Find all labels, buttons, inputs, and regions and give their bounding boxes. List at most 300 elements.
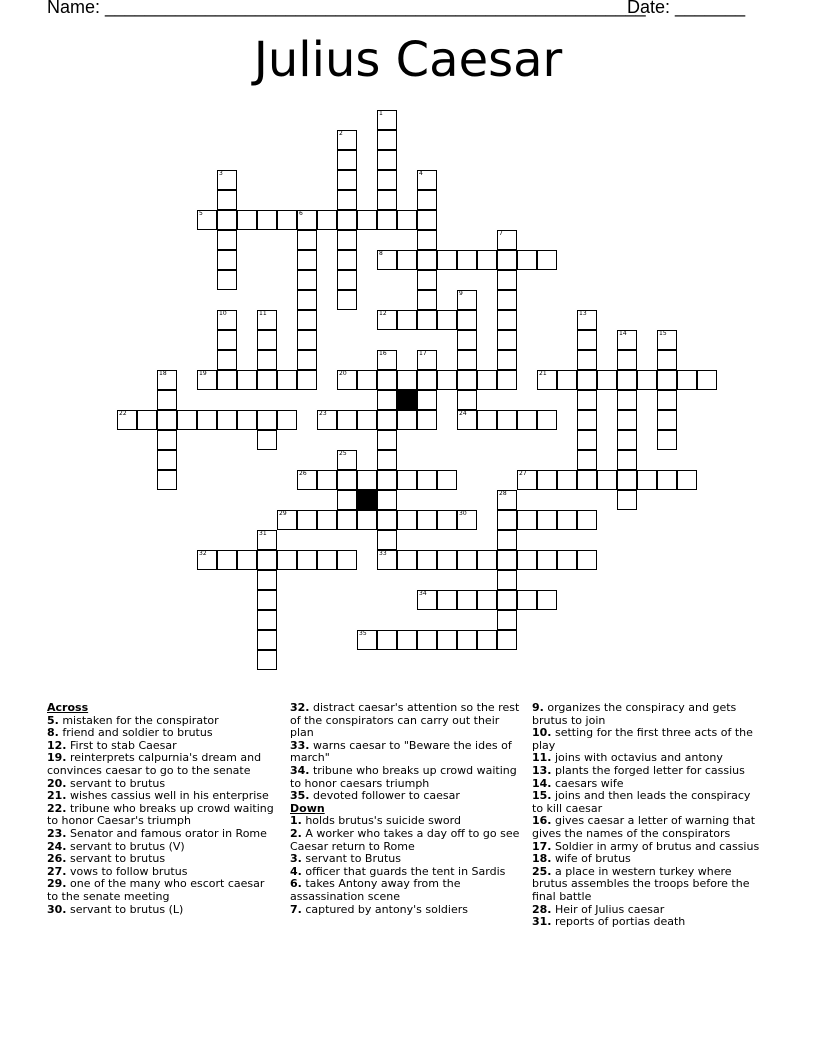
clue-number: 4.	[290, 864, 302, 878]
grid-cell[interactable]	[257, 550, 277, 570]
grid-cell[interactable]	[377, 410, 397, 430]
grid-cell[interactable]	[257, 410, 277, 430]
grid-cell[interactable]	[677, 470, 697, 490]
grid-cell[interactable]	[257, 590, 277, 610]
grid-cell[interactable]	[377, 390, 397, 410]
grid-cell[interactable]	[337, 470, 357, 490]
grid-cell[interactable]	[397, 210, 417, 230]
grid-cell[interactable]	[497, 370, 517, 390]
grid-cell[interactable]	[457, 550, 477, 570]
grid-cell[interactable]	[477, 370, 497, 390]
grid-cell[interactable]	[237, 370, 257, 390]
grid-cell[interactable]	[397, 250, 417, 270]
grid-cell[interactable]	[277, 410, 297, 430]
grid-cell[interactable]	[317, 550, 337, 570]
grid-cell[interactable]	[617, 350, 637, 370]
grid-cell[interactable]	[337, 130, 357, 150]
clue-text: First to stab Caesar	[66, 738, 177, 752]
clue-text: Senator and famous orator in Rome	[66, 826, 267, 840]
grid-cell[interactable]	[277, 210, 297, 230]
grid-cell[interactable]	[437, 310, 457, 330]
grid-cell[interactable]	[417, 310, 437, 330]
grid-cell[interactable]	[337, 510, 357, 530]
grid-cell[interactable]	[417, 550, 437, 570]
grid-cell[interactable]	[577, 330, 597, 350]
grid-cell[interactable]	[497, 590, 517, 610]
clue-text: servant to brutus (L)	[66, 902, 184, 916]
grid-cell[interactable]	[517, 250, 537, 270]
grid-cell[interactable]	[517, 510, 537, 530]
grid-cell[interactable]	[257, 430, 277, 450]
grid-cell[interactable]	[257, 650, 277, 670]
grid-cell[interactable]	[397, 630, 417, 650]
grid-cell[interactable]	[537, 590, 557, 610]
grid-cell[interactable]	[497, 290, 517, 310]
clue-text: distract caesar's attention so the rest of the conspirators can carry out their plan	[290, 701, 520, 740]
grid-cell[interactable]	[577, 430, 597, 450]
grid-cell[interactable]	[457, 590, 477, 610]
grid-cell[interactable]	[157, 390, 177, 410]
grid-cell[interactable]	[437, 590, 457, 610]
grid-cell[interactable]	[457, 370, 477, 390]
grid-cell[interactable]	[417, 390, 437, 410]
grid-cell[interactable]	[537, 250, 557, 270]
clue-text: reinterprets calpurnia's dream and convinces caesar to go to the senate	[47, 751, 262, 777]
clue-number: 9	[459, 290, 463, 297]
grid-cell[interactable]	[377, 450, 397, 470]
grid-cell[interactable]	[217, 190, 237, 210]
clue-number: 1	[379, 110, 383, 117]
clue-number: 9.	[532, 701, 544, 714]
grid-cell[interactable]	[457, 510, 477, 530]
grid-cell[interactable]	[497, 250, 517, 270]
clue-number: 21	[539, 370, 547, 377]
clue-number: 3.	[290, 852, 302, 866]
grid-cell[interactable]	[417, 270, 437, 290]
clue-number: 2.	[290, 826, 302, 840]
grid-cell[interactable]	[157, 470, 177, 490]
grid-cell[interactable]	[637, 370, 657, 390]
grid-cell[interactable]	[217, 210, 237, 230]
clue-text: mistaken for the conspirator	[58, 713, 219, 727]
grid-cell[interactable]	[477, 630, 497, 650]
clue-number: 2	[339, 130, 343, 137]
clue-item	[47, 878, 277, 903]
grid-cell[interactable]	[657, 390, 677, 410]
grid-cell[interactable]	[617, 370, 637, 390]
clue-number: 16.	[532, 814, 552, 828]
grid-cell[interactable]	[457, 330, 477, 350]
grid-cell[interactable]	[377, 430, 397, 450]
grid-cell[interactable]	[217, 410, 237, 430]
puzzle-title: Julius Caesar	[253, 32, 563, 88]
black-square	[397, 390, 417, 410]
clue-number: 10.	[532, 726, 552, 740]
clue-text: plants the forged letter for cassius	[551, 763, 745, 777]
clue-text: warns caesar to "Beware the ides of march"	[290, 738, 512, 765]
grid-cell[interactable]	[377, 470, 397, 490]
clue-number: 34	[419, 590, 427, 597]
clue-item	[532, 727, 764, 752]
grid-cell[interactable]	[697, 370, 717, 390]
grid-cell[interactable]	[677, 370, 697, 390]
grid-cell[interactable]	[417, 630, 437, 650]
grid-cell[interactable]	[297, 210, 317, 230]
grid-cell[interactable]	[497, 270, 517, 290]
black-square	[357, 490, 377, 510]
grid-cell[interactable]	[337, 450, 357, 470]
grid-cell[interactable]	[557, 550, 577, 570]
grid-cell[interactable]	[657, 330, 677, 350]
grid-cell[interactable]	[177, 410, 197, 430]
clue-number: 14.	[532, 776, 552, 790]
grid-cell[interactable]	[257, 210, 277, 230]
grid-cell[interactable]	[577, 390, 597, 410]
grid-cell[interactable]	[357, 630, 377, 650]
grid-cell[interactable]	[297, 370, 317, 390]
clue-number: 18	[159, 370, 167, 377]
grid-cell[interactable]	[377, 490, 397, 510]
grid-cell[interactable]	[617, 450, 637, 470]
grid-cell[interactable]	[657, 370, 677, 390]
grid-cell[interactable]	[377, 370, 397, 390]
grid-cell[interactable]	[657, 350, 677, 370]
grid-cell[interactable]	[477, 410, 497, 430]
grid-cell[interactable]	[257, 630, 277, 650]
clue-text: tribune who breaks up crowd waiting to honor Caesar's triumph	[47, 801, 274, 828]
grid-cell[interactable]	[217, 270, 237, 290]
grid-cell[interactable]	[377, 190, 397, 210]
clue-item	[290, 878, 522, 903]
clue-number: 27	[519, 470, 527, 477]
grid-cell[interactable]	[337, 150, 357, 170]
clue-number: 15	[659, 330, 667, 337]
grid-cell[interactable]	[617, 330, 637, 350]
grid-cell[interactable]	[337, 210, 357, 230]
grid-cell[interactable]	[217, 330, 237, 350]
grid-cell[interactable]	[197, 410, 217, 430]
grid-cell[interactable]	[277, 370, 297, 390]
grid-cell[interactable]	[417, 250, 437, 270]
grid-cell[interactable]	[517, 470, 537, 490]
grid-cell[interactable]	[417, 470, 437, 490]
grid-cell[interactable]	[337, 190, 357, 210]
grid-cell[interactable]	[497, 610, 517, 630]
clues-column-1	[47, 702, 277, 916]
grid-cell[interactable]	[617, 490, 637, 510]
grid-cell[interactable]	[357, 210, 377, 230]
grid-cell[interactable]	[297, 550, 317, 570]
grid-cell[interactable]	[577, 470, 597, 490]
clue-number: 29.	[47, 877, 67, 891]
grid-cell[interactable]	[217, 230, 237, 250]
grid-cell[interactable]	[417, 350, 437, 370]
grid-cell[interactable]	[357, 470, 377, 490]
grid-cell[interactable]	[377, 630, 397, 650]
grid-cell[interactable]	[517, 410, 537, 430]
grid-cell[interactable]	[237, 410, 257, 430]
clue-number: 6.	[290, 877, 302, 891]
grid-cell[interactable]	[377, 550, 397, 570]
grid-cell[interactable]	[577, 310, 597, 330]
grid-cell[interactable]	[497, 550, 517, 570]
clue-text: captured by antony's soldiers	[301, 902, 468, 916]
clue-number: 28	[499, 490, 507, 497]
clue-number: 26	[299, 470, 307, 477]
clue-item	[290, 790, 522, 803]
grid-cell[interactable]	[337, 170, 357, 190]
grid-cell[interactable]	[537, 550, 557, 570]
grid-cell[interactable]	[317, 510, 337, 530]
clue-number: 32.	[290, 701, 310, 714]
grid-cell[interactable]	[497, 330, 517, 350]
clue-number: 25.	[532, 864, 552, 878]
clue-number: 35	[359, 630, 367, 637]
grid-cell[interactable]	[217, 350, 237, 370]
grid-cell[interactable]	[617, 410, 637, 430]
grid-cell[interactable]	[597, 470, 617, 490]
name-field-label: Name: ______________________________________________________	[47, 0, 646, 17]
clue-number: 19	[199, 370, 207, 377]
grid-cell[interactable]	[437, 470, 457, 490]
grid-cell[interactable]	[577, 550, 597, 570]
grid-cell[interactable]	[197, 370, 217, 390]
grid-cell[interactable]	[217, 250, 237, 270]
grid-cell[interactable]	[437, 370, 457, 390]
grid-cell[interactable]	[497, 490, 517, 510]
grid-cell[interactable]	[657, 410, 677, 430]
grid-cell[interactable]	[457, 290, 477, 310]
grid-cell[interactable]	[537, 510, 557, 530]
grid-cell[interactable]	[317, 210, 337, 230]
grid-cell[interactable]	[257, 370, 277, 390]
grid-cell[interactable]	[537, 470, 557, 490]
grid-cell[interactable]	[297, 350, 317, 370]
clue-text: devoted follower to caesar	[309, 789, 460, 803]
grid-cell[interactable]	[417, 590, 437, 610]
grid-cell[interactable]	[217, 370, 237, 390]
grid-cell[interactable]	[217, 550, 237, 570]
grid-cell[interactable]	[437, 250, 457, 270]
grid-cell[interactable]	[477, 590, 497, 610]
grid-cell[interactable]	[257, 610, 277, 630]
grid-cell[interactable]	[417, 510, 437, 530]
grid-cell[interactable]	[397, 410, 417, 430]
grid-cell[interactable]	[457, 250, 477, 270]
grid-cell[interactable]	[577, 350, 597, 370]
grid-cell[interactable]	[337, 250, 357, 270]
grid-cell[interactable]	[297, 250, 317, 270]
grid-cell[interactable]	[657, 430, 677, 450]
grid-cell[interactable]	[397, 310, 417, 330]
grid-cell[interactable]	[297, 510, 317, 530]
grid-cell[interactable]	[257, 330, 277, 350]
grid-cell[interactable]	[297, 230, 317, 250]
grid-cell[interactable]	[497, 310, 517, 330]
grid-cell[interactable]	[137, 410, 157, 430]
clue-number: 19.	[47, 751, 67, 765]
clue-number: 22	[119, 410, 127, 417]
clues-column-3	[532, 702, 764, 929]
grid-cell[interactable]	[377, 350, 397, 370]
grid-cell[interactable]	[497, 350, 517, 370]
grid-cell[interactable]	[477, 550, 497, 570]
grid-cell[interactable]	[437, 550, 457, 570]
grid-cell[interactable]	[417, 170, 437, 190]
grid-cell[interactable]	[237, 210, 257, 230]
clue-text: A worker who takes a day off to go see Caesar return to Rome	[290, 826, 520, 853]
grid-cell[interactable]	[557, 510, 577, 530]
clue-number: 32	[199, 550, 207, 557]
grid-cell[interactable]	[457, 350, 477, 370]
grid-cell[interactable]	[537, 370, 557, 390]
grid-cell[interactable]	[657, 470, 677, 490]
grid-cell[interactable]	[157, 430, 177, 450]
grid-cell[interactable]	[417, 290, 437, 310]
grid-cell[interactable]	[417, 210, 437, 230]
grid-cell[interactable]	[617, 470, 637, 490]
clue-number: 28.	[532, 902, 552, 916]
clue-number: 21.	[47, 789, 67, 803]
grid-cell[interactable]	[457, 630, 477, 650]
clue-item	[47, 904, 277, 917]
grid-cell[interactable]	[637, 470, 657, 490]
grid-cell[interactable]	[257, 310, 277, 330]
clue-number: 18.	[532, 852, 552, 866]
clue-number: 15.	[532, 789, 552, 803]
grid-cell[interactable]	[157, 450, 177, 470]
grid-cell[interactable]	[377, 210, 397, 230]
clue-item	[532, 702, 764, 727]
grid-cell[interactable]	[337, 230, 357, 250]
grid-cell[interactable]	[337, 550, 357, 570]
grid-cell[interactable]	[557, 370, 577, 390]
grid-cell[interactable]	[377, 250, 397, 270]
clue-text: vows to follow brutus	[66, 864, 188, 878]
clue-item	[532, 790, 764, 815]
grid-cell[interactable]	[277, 510, 297, 530]
grid-cell[interactable]	[397, 510, 417, 530]
grid-cell[interactable]	[497, 570, 517, 590]
grid-cell[interactable]	[497, 510, 517, 530]
grid-cell[interactable]	[377, 510, 397, 530]
grid-cell[interactable]	[557, 470, 577, 490]
grid-cell[interactable]	[297, 270, 317, 290]
grid-cell[interactable]	[297, 290, 317, 310]
clue-text: tribune who breaks up crowd waiting to honor caesars triumph	[290, 763, 517, 790]
clue-number: 5	[199, 210, 203, 217]
grid-cell[interactable]	[377, 170, 397, 190]
grid-cell[interactable]	[157, 410, 177, 430]
grid-cell[interactable]	[297, 330, 317, 350]
grid-cell[interactable]	[477, 250, 497, 270]
clue-number: 31.	[532, 915, 552, 929]
clue-item	[47, 803, 277, 828]
grid-cell[interactable]	[357, 410, 377, 430]
clue-text: wishes cassius well in his enterprise	[66, 789, 269, 803]
grid-cell[interactable]	[357, 370, 377, 390]
grid-cell[interactable]	[497, 630, 517, 650]
grid-cell[interactable]	[377, 310, 397, 330]
grid-cell[interactable]	[457, 410, 477, 430]
clue-number: 30	[459, 510, 467, 517]
grid-cell[interactable]	[377, 150, 397, 170]
clue-number: 33.	[290, 738, 310, 752]
grid-cell[interactable]	[517, 550, 537, 570]
grid-cell[interactable]	[417, 410, 437, 430]
clue-text: joins with octavius and antony	[551, 751, 723, 765]
grid-cell[interactable]	[217, 310, 237, 330]
grid-cell[interactable]	[497, 410, 517, 430]
grid-cell[interactable]	[257, 530, 277, 550]
grid-cell[interactable]	[577, 370, 597, 390]
grid-cell[interactable]	[417, 370, 437, 390]
grid-cell[interactable]	[437, 510, 457, 530]
grid-cell[interactable]	[497, 530, 517, 550]
grid-cell[interactable]	[457, 390, 477, 410]
grid-cell[interactable]	[317, 410, 337, 430]
clue-text: setting for the first three acts of the play	[532, 726, 753, 752]
grid-cell[interactable]	[337, 270, 357, 290]
grid-cell[interactable]	[577, 510, 597, 530]
grid-cell[interactable]	[377, 110, 397, 130]
grid-cell[interactable]	[377, 130, 397, 150]
clue-number: 16	[379, 350, 387, 357]
grid-cell[interactable]	[117, 410, 137, 430]
grid-cell[interactable]	[517, 590, 537, 610]
grid-cell[interactable]	[297, 310, 317, 330]
clue-number: 24	[459, 410, 467, 417]
grid-cell[interactable]	[537, 410, 557, 430]
clue-number: 4	[419, 170, 423, 177]
clue-number: 20	[339, 370, 347, 377]
grid-cell[interactable]	[617, 390, 637, 410]
grid-cell[interactable]	[437, 630, 457, 650]
grid-cell[interactable]	[337, 490, 357, 510]
grid-cell[interactable]	[597, 370, 617, 390]
grid-cell[interactable]	[417, 230, 437, 250]
grid-cell[interactable]	[157, 370, 177, 390]
grid-cell[interactable]	[357, 510, 377, 530]
clue-number: 8.	[47, 726, 59, 740]
clue-number: 35.	[290, 789, 310, 803]
grid-cell[interactable]	[397, 550, 417, 570]
grid-cell[interactable]	[237, 550, 257, 570]
grid-cell[interactable]	[577, 410, 597, 430]
clue-number: 27.	[47, 864, 67, 878]
grid-cell[interactable]	[197, 210, 217, 230]
grid-cell[interactable]	[577, 450, 597, 470]
grid-cell[interactable]	[297, 470, 317, 490]
grid-cell[interactable]	[617, 430, 637, 450]
grid-cell[interactable]	[277, 550, 297, 570]
grid-cell[interactable]	[457, 310, 477, 330]
grid-cell[interactable]	[397, 470, 417, 490]
grid-cell[interactable]	[497, 230, 517, 250]
grid-cell[interactable]	[197, 550, 217, 570]
grid-cell[interactable]	[317, 470, 337, 490]
grid-cell[interactable]	[397, 370, 417, 390]
grid-cell[interactable]	[337, 290, 357, 310]
clue-item	[290, 765, 522, 790]
grid-cell[interactable]	[337, 410, 357, 430]
grid-cell[interactable]	[257, 570, 277, 590]
grid-cell[interactable]	[217, 170, 237, 190]
grid-cell[interactable]	[337, 370, 357, 390]
grid-cell[interactable]	[257, 350, 277, 370]
grid-cell[interactable]	[377, 530, 397, 550]
grid-cell[interactable]	[417, 190, 437, 210]
